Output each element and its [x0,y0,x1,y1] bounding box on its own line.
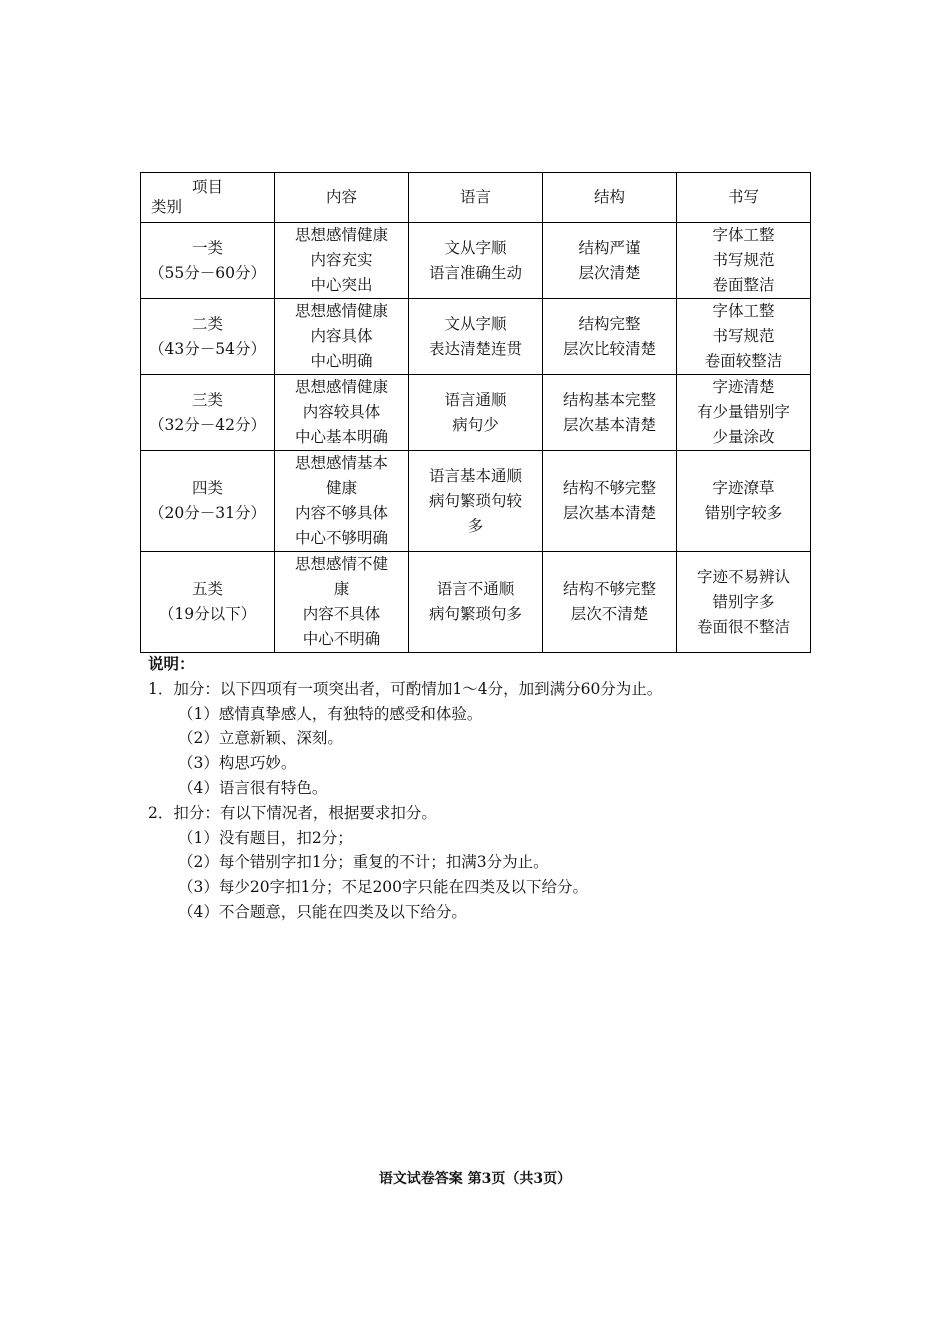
table-row [141,451,811,552]
criteria-line: 病句繁琐句多 [428,605,522,623]
table-row [141,223,811,299]
criteria-cell [677,299,811,375]
criteria-line: 文从字顺 [444,238,507,257]
criteria-line: 层次不清楚 [570,605,649,623]
criteria-cell [409,299,543,375]
table-row [141,552,811,653]
criteria-line: 错别字多 [712,592,775,611]
criteria-line: 语言基本通顺 [428,466,522,485]
page-footer: 语文试卷答案 第3页（共3页） [378,1171,572,1187]
note-item: 1．加分：以下四项有一项突出者，可酌情加1～4分，加到满分60分为止。 [148,679,663,698]
criteria-line: 结构基本完整 [562,390,656,409]
criteria-line: 语言不通顺 [436,580,515,598]
criteria-cell [677,375,811,451]
corner-header-cell [141,173,275,223]
category-cell [141,552,275,653]
criteria-line: 思想感情不健 [294,555,388,573]
table-row [141,375,811,451]
criteria-line: 书写规范 [712,327,775,345]
note-subitem: （4）语言很有特色。 [178,778,328,797]
category-cell [141,451,275,552]
note-subitem: （1）没有题目，扣2分； [178,828,353,847]
criteria-line: 中心突出 [310,276,373,294]
category-cell [141,299,275,375]
category-line: （19分以下） [158,605,257,623]
grading-rubric-table [140,172,811,653]
notes-list [148,677,808,925]
criteria-cell [543,451,677,552]
criteria-cell [543,299,677,375]
criteria-line: 内容充实 [310,251,373,269]
criteria-line: 思想感情健康 [294,226,388,244]
header-cell-handwriting: 书写 [677,173,811,223]
criteria-cell [409,451,543,552]
criteria-line: 语言准确生动 [428,263,522,282]
criteria-cell [543,375,677,451]
notes-section [148,652,808,925]
criteria-line: 层次基本清楚 [562,415,656,434]
table-row [141,299,811,375]
criteria-line: 康 [333,580,350,598]
criteria-line: 思想感情健康 [294,302,388,320]
category-cell [141,375,275,451]
criteria-cell [677,223,811,299]
criteria-line: 病句少 [452,415,499,434]
criteria-line: 结构完整 [578,314,641,333]
criteria-line: 中心明确 [310,352,373,370]
note-subitem: （3）每少20字扣1分；不足200字只能在四类及以下给分。 [178,878,589,897]
criteria-line: 中心不明确 [302,630,381,648]
note-subitem: （2）立意新颖、深刻。 [178,729,343,748]
note-item: 2．扣分：有以下情况者，根据要求扣分。 [148,803,437,822]
criteria-line: 内容不够具体 [294,504,388,522]
criteria-cell [275,451,409,552]
criteria-cell [275,223,409,299]
criteria-line: 卷面较整洁 [704,352,783,370]
category-line: 四类 [191,479,223,497]
criteria-cell [543,223,677,299]
corner-bottom-label: 类别 [151,198,183,216]
criteria-cell [275,375,409,451]
category-line: （55分－60分） [149,263,266,282]
criteria-line: 中心不够明确 [294,529,388,547]
criteria-line: 思想感情基本 [294,454,388,472]
criteria-line: 结构不够完整 [562,479,656,497]
notes-title: 说明： [148,654,195,673]
criteria-line: 书写规范 [712,251,775,269]
note-subitem: （3）构思巧妙。 [178,754,297,773]
table-header-row [141,173,811,223]
criteria-cell [275,552,409,653]
criteria-line: 中心基本明确 [294,428,388,446]
criteria-cell [409,552,543,653]
criteria-line: 文从字顺 [444,314,507,333]
criteria-line: 层次比较清楚 [562,339,656,358]
category-cell [141,223,275,299]
criteria-line: 多 [467,516,484,535]
criteria-cell [677,552,811,653]
header-cell-structure: 结构 [543,173,677,223]
category-line: 三类 [191,390,223,409]
criteria-line: 内容具体 [310,327,373,345]
header-cell-language: 语言 [409,173,543,223]
criteria-cell [677,451,811,552]
criteria-line: 内容较具体 [302,403,381,421]
criteria-line: 少量涂改 [712,428,775,446]
criteria-line: 卷面很不整洁 [696,617,790,636]
criteria-cell [409,223,543,299]
criteria-line: 字体工整 [712,226,775,244]
criteria-line: 表达清楚连贯 [428,339,522,358]
note-subitem: （1）感情真挚感人，有独特的感受和体验。 [178,704,483,723]
header-cell-content: 内容 [275,173,409,223]
criteria-line: 字迹清楚 [712,378,775,396]
criteria-line: 字迹不易辨认 [696,567,790,586]
category-line: 五类 [191,580,223,598]
criteria-line: 健康 [325,479,357,497]
category-line: （20分－31分） [149,504,266,522]
criteria-cell [275,299,409,375]
criteria-line: 结构严谨 [578,238,641,257]
criteria-line: 结构不够完整 [562,580,656,598]
note-subitem: （2）每个错别字扣1分；重复的不计；扣满3分为止。 [178,853,549,872]
corner-top-label: 项目 [191,178,223,196]
criteria-line: 内容不具体 [302,605,381,623]
criteria-line: 层次基本清楚 [562,504,656,522]
criteria-line: 字迹潦草 [712,479,775,497]
category-line: （32分－42分） [149,415,266,434]
category-line: 二类 [191,314,223,333]
criteria-cell [543,552,677,653]
criteria-cell [409,375,543,451]
criteria-line: 思想感情健康 [294,378,388,396]
criteria-line: 有少量错别字 [696,403,790,421]
criteria-line: 字体工整 [712,302,775,320]
criteria-line: 错别字较多 [704,504,783,522]
criteria-line: 卷面整洁 [712,276,775,294]
category-line: 一类 [191,238,223,257]
criteria-line: 病句繁琐句较 [428,491,522,510]
criteria-line: 层次清楚 [578,263,641,282]
category-line: （43分－54分） [149,339,266,358]
note-subitem: （4）不合题意，只能在四类及以下给分。 [178,902,467,921]
criteria-line: 语言通顺 [444,390,507,409]
